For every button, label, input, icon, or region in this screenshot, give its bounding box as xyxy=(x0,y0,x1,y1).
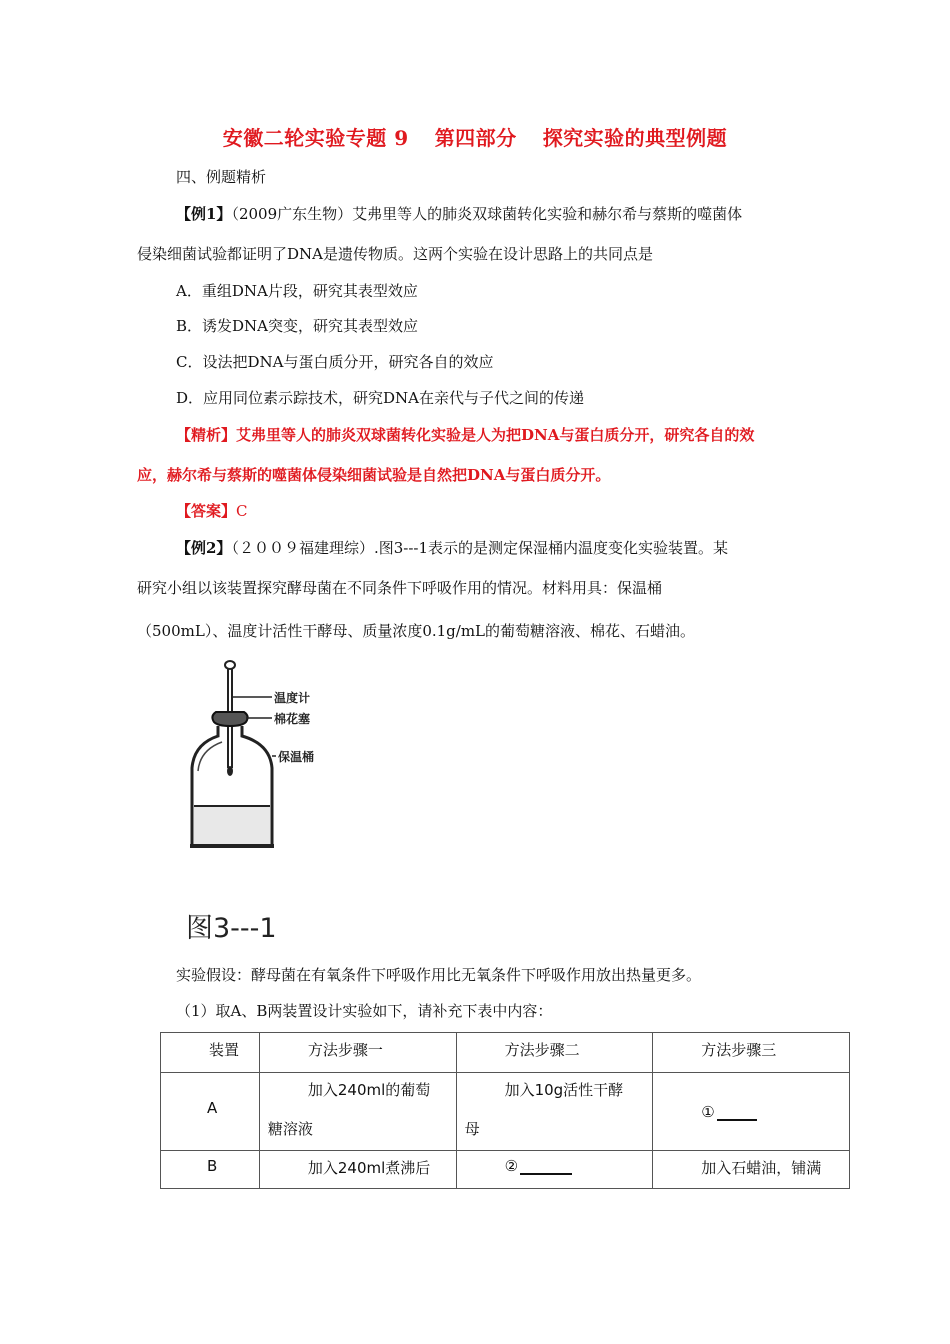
header-step1: 方法步骤一 xyxy=(259,1033,456,1073)
analysis-line1 xyxy=(176,424,754,445)
example1-option-d: D．应用同位素示踪技术，研究DNA在亲代与子代之间的传递 xyxy=(176,389,585,407)
question-1: （1）取A、B两装置设计实验如下，请补充下表中内容： xyxy=(176,1002,553,1020)
example2-line2: 研究小组以该装置探究酵母菌在不同条件下呼吸作用的情况。材料用具：保温桶 xyxy=(137,579,663,597)
example1-line2: 侵染细菌试验都证明了DNA是遗传物质。这两个实验在设计思路上的共同点是 xyxy=(137,245,653,263)
analysis-line2: 应，赫尔希与蔡斯的噬菌体侵染细菌试验是自然把DNA与蛋白质分开。 xyxy=(137,466,611,484)
answer-blank-2[interactable] xyxy=(520,1159,572,1175)
hypothesis: 实验假设：酵母菌在有氧条件下呼吸作用比无氧条件下呼吸作用放出热量更多。 xyxy=(176,966,702,984)
example1-option-c: C．设法把DNA与蛋白质分开，研究各自的效应 xyxy=(176,353,494,371)
table-header-row xyxy=(161,1033,850,1073)
header-step3: 方法步骤三 xyxy=(653,1033,850,1073)
example2-line3: （500mL）、温度计活性干酵母、质量浓度0.1g/mL的葡萄糖溶液、棉花、石蜡油。 xyxy=(137,622,696,640)
answer-value: C xyxy=(236,502,248,520)
title-part-3: 探究实验的典型例题 xyxy=(542,126,728,150)
example2-line1 xyxy=(176,537,728,558)
row-a-step3 xyxy=(653,1073,850,1151)
page-title xyxy=(0,122,950,151)
label-thermos: 保温桶 xyxy=(278,750,315,764)
header-device: 装置 xyxy=(161,1033,260,1073)
thermometer-knob xyxy=(225,661,235,669)
row-a-device: A xyxy=(161,1073,260,1151)
thermometer-bulb xyxy=(227,766,233,776)
steps-table xyxy=(160,1032,850,1189)
answer-tag: 【答案】 xyxy=(176,502,237,520)
example1-option-b: B．诱发DNA突变，研究其表型效应 xyxy=(176,317,419,335)
apparatus-figure xyxy=(186,656,326,854)
header-step2: 方法步骤二 xyxy=(456,1033,653,1073)
row-a-step2: 加入10g活性干酵 母 xyxy=(456,1073,653,1151)
table-row-b xyxy=(161,1151,850,1189)
section-heading: 四、例题精析 xyxy=(176,168,267,186)
example1-option-a: A．重组DNA片段，研究其表型效应 xyxy=(176,282,418,300)
bottle-base xyxy=(190,844,274,848)
example1-line1 xyxy=(176,203,742,224)
blank-marker-2: ② xyxy=(504,1157,519,1175)
label-thermometer: 温度计 xyxy=(274,691,311,705)
example1-text1: （2009广东生物）艾弗里等人的肺炎双球菌转化实验和赫尔希与蔡斯的噬菌体 xyxy=(231,205,743,223)
label-stopper: 棉花塞 xyxy=(274,712,311,726)
liquid-body xyxy=(194,807,270,845)
title-part-1: 安徽二轮实验专题 9 xyxy=(222,126,409,150)
figure-caption: 图3---1 xyxy=(186,913,277,944)
row-b-device: B xyxy=(161,1151,260,1189)
title-part-2: 第四部分 xyxy=(434,126,517,150)
row-b-step2 xyxy=(456,1151,653,1189)
answer-blank-1[interactable] xyxy=(717,1105,757,1121)
example2-text1: （２００９福建理综）.图3---1表示的是测定保湿桶内温度变化实验装置。某 xyxy=(231,539,729,557)
answer-line xyxy=(176,500,248,521)
blank-marker-1: ① xyxy=(701,1103,715,1121)
analysis-text1: 艾弗里等人的肺炎双球菌转化实验是人为把DNA与蛋白质分开，研究各自的效 xyxy=(236,426,755,444)
example1-tag: 【例1】 xyxy=(176,205,232,223)
row-b-step1: 加入240ml煮沸后 xyxy=(259,1151,456,1189)
row-a-step1: 加入240ml的葡萄 糖溶液 xyxy=(259,1073,456,1151)
cotton-stopper xyxy=(212,712,247,726)
analysis-tag: 【精析】 xyxy=(176,426,237,444)
example2-tag: 【例2】 xyxy=(176,539,232,557)
table-row-a xyxy=(161,1073,850,1151)
row-b-step3: 加入石蜡油，铺满 xyxy=(653,1151,850,1189)
